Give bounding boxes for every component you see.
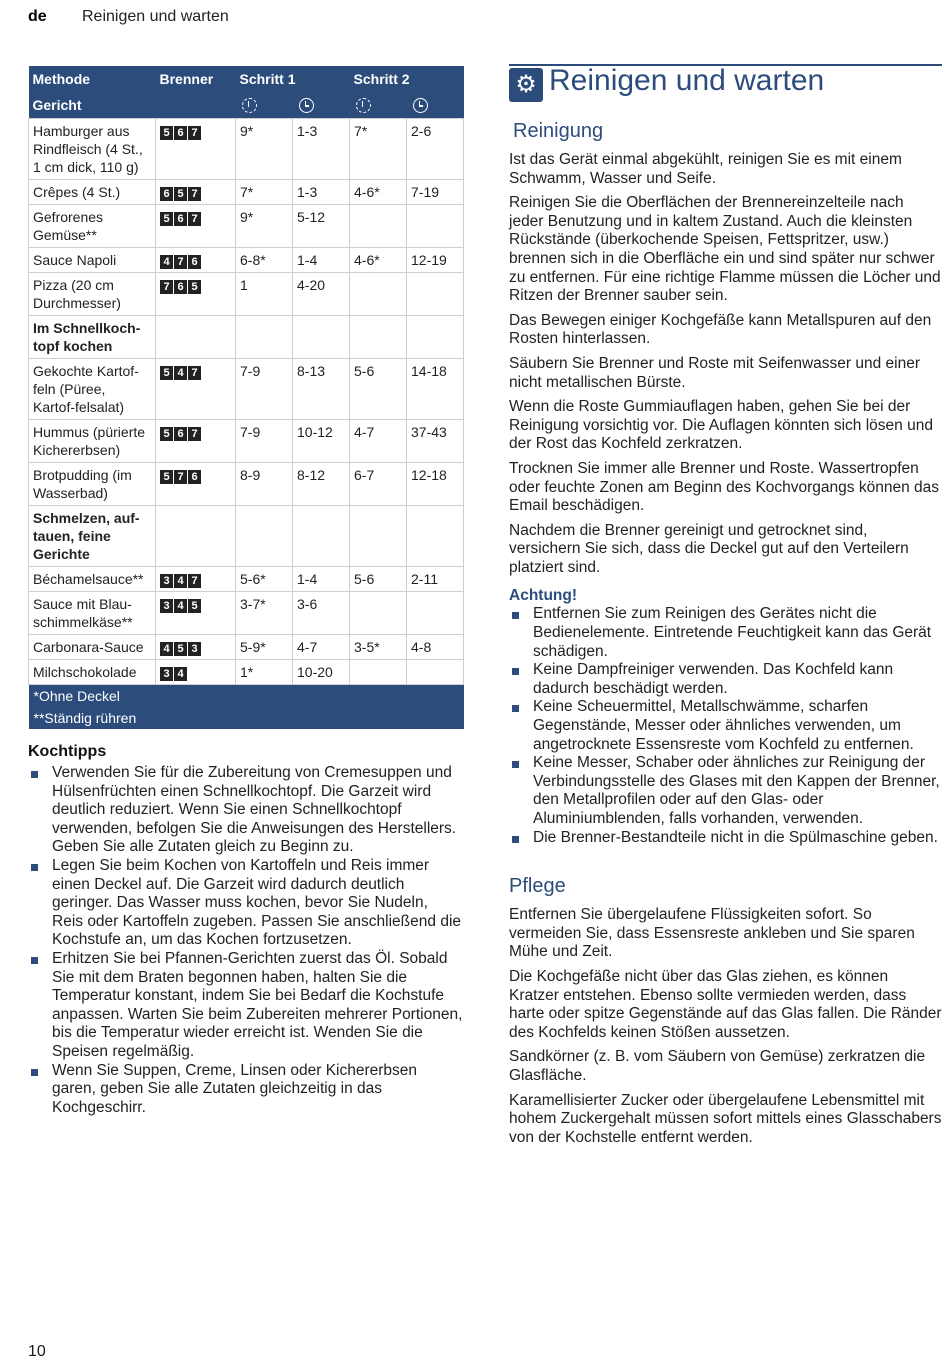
table-section-row [29,316,464,359]
burner-cell [156,273,236,316]
step1-level: 9* [236,205,293,248]
step2-level: 6-7 [350,463,407,506]
table-row [29,592,464,635]
col-brenner: Brenner [156,66,236,92]
paragraph: Reinigen Sie die Oberflächen der Brennereinzelteile nach jeder Benutzung und in kaltem Zustand. Auch die kleinsten Rückstände (überkochende Speisen, Fettspritzer, usw.) brennen sich in die Oberfläche ein und sind später nur schwer zu entfernen. Für eine richtige Flamme müssen die Löcher und Ritzen der Brenner sauber sein. [509,194,941,305]
step2-time: 2-6 [407,119,464,180]
step1-level: 7-9 [236,420,293,463]
table-row [29,205,464,248]
burner-position-icon: 7 [188,366,201,380]
table-row [29,567,464,592]
step1-time: 10-12 [293,420,350,463]
list-item: Keine Messer, Schaber oder ähnliches zur Reinigung der Verbindungsstelle des Glases mit den Kappen der Brenner, den Metallprofilen oder auf den Glas- oder Aluminiumblenden, falls vorhanden, verwenden. [509,754,942,828]
burner-position-icon: 5 [160,212,173,226]
dish-cell: Sauce mit Blau-schimmelkäse** [29,592,156,635]
table-row [29,248,464,273]
paragraph: Das Bewegen einiger Kochgefäße kann Metallspuren auf den Rosten hinterlassen. [509,311,932,348]
burner-position-icon: 4 [174,574,187,588]
table-row [29,635,464,660]
step1-level: 9* [236,119,293,180]
step2-level [350,660,407,685]
step1-time: 1-3 [293,119,350,180]
language-tag: de [28,8,47,25]
dish-cell: Sauce Napoli [29,248,156,273]
dish-cell: Gekochte Kartof-feln (Püree, Kartof-felsalat) [29,359,156,420]
burner-position-icon: 7 [188,126,201,140]
burner-cell [156,635,236,660]
step1-level: 7-9 [236,359,293,420]
tools-icon: ⚙ [509,68,543,102]
burner-position-icon: 5 [160,366,173,380]
list-item: Entfernen Sie zum Reinigen des Gerätes nicht die Bedienelemente. Eintretende Feuchtigkeit kann das Gerät schädigen. [509,605,942,661]
table-subheader-row [29,92,464,119]
table-row [29,660,464,685]
page-number: 10 [28,1343,46,1360]
dish-cell: Hummus (pürierte Kichererbsen) [29,420,156,463]
step1-level: 5-9* [236,635,293,660]
paragraph: Die Kochgefäße nicht über das Glas ziehen, es können Kratzer entstehen. Ebenso sollte vermieden werden, dass harte oder spitze Gegenstände auf das Glas fallen. Die Ränder des Kochfelds keinen Stößen aussetzen. [509,967,942,1041]
section-label: Im Schnellkoch-topf kochen [29,316,156,359]
step1-time: 10-20 [293,660,350,685]
step1-time: 8-12 [293,463,350,506]
page-header [28,8,229,26]
burner-position-icon: 4 [160,255,173,269]
burner-cell [156,119,236,180]
table-row [29,420,464,463]
step1-time: 1-4 [293,248,350,273]
step2-time [407,205,464,248]
step1-time: 4-20 [293,273,350,316]
step2-time [407,592,464,635]
paragraph: Karamellisierter Zucker oder übergelaufene Lebensmittel mit hohem Zuckergehalt müssen sofort mittels eines Glasschabers von der Kochstelle entfernt werden. [509,1091,942,1146]
burner-position-icon: 7 [174,255,187,269]
step2-time [407,660,464,685]
dish-cell: Pizza (20 cm Durchmesser) [29,273,156,316]
burner-position-icon: 6 [174,427,187,441]
table-footnote-row [29,685,464,708]
step2-level [350,592,407,635]
col-methode: Methode [29,66,156,92]
step1-level: 1 [236,273,293,316]
pflege-heading: Pflege [509,875,566,898]
level-icon [242,98,257,113]
empty-cell [293,316,350,359]
burner-position-icon: 6 [160,187,173,201]
burner-cell [156,463,236,506]
paragraph: Sandkörner (z. B. vom Säubern von Gemüse) zerkratzen die Glasfläche. [509,1048,926,1084]
burner-position-icon: 7 [188,212,201,226]
footnote: **Ständig rühren [29,707,464,729]
step2-time: 12-19 [407,248,464,273]
empty-cell [407,316,464,359]
step1-time: 4-7 [293,635,350,660]
paragraph: Trocknen Sie immer alle Brenner und Roste. Wassertropfen oder feuchte Zonen am Beginn des Kochvorgangs können das Email beschädigen. [509,459,939,515]
burner-cell [156,248,236,273]
burner-position-icon: 5 [174,642,187,656]
step2-time: 7-19 [407,180,464,205]
section-label: Schmelzen, auf-tauen, feine Gerichte [29,506,156,567]
table-header-row [29,66,464,92]
kochtipps-heading: Kochtipps [28,743,107,760]
burner-position-icon: 6 [188,470,201,484]
achtung-heading: Achtung! [509,587,578,605]
kochtipps-list [28,764,463,1117]
paragraph: Ist das Gerät einmal abgekühlt, reinigen Sie es mit einem Schwamm, Wasser und Seife. [509,151,902,187]
table-row [29,273,464,316]
step2-level: 4-6* [350,180,407,205]
right-column [509,64,942,1153]
step2-level: 4-7 [350,420,407,463]
step1-time: 5-12 [293,205,350,248]
burner-position-icon: 5 [160,427,173,441]
cooking-table [28,66,464,729]
step1-level: 8-9 [236,463,293,506]
achtung-list [509,605,942,847]
burner-cell [156,420,236,463]
burner-position-icon: 7 [188,574,201,588]
step2-time: 12-18 [407,463,464,506]
list-item: Verwenden Sie für die Zubereitung von Cremesuppen und Hülsenfrüchten einen Schnellkochtopf. Die Garzeit wird deutlich reduziert. Wenn Sie einen Schnellkochtopf verwenden, befolgen Sie die Anweisungen des Herstellers. Geben Sie alle Zutaten gleich zu Beginn zu. [28,764,463,857]
table-footnote-row [29,707,464,729]
burner-position-icon: 7 [160,280,173,294]
empty-cell [293,506,350,567]
dish-cell: Crêpes (4 St.) [29,180,156,205]
burner-cell [156,205,236,248]
table-row [29,180,464,205]
list-item: Wenn Sie Suppen, Creme, Linsen oder Kichererbsen garen, geben Sie alle Zutaten gleichzeitig in das Kochgeschirr. [28,1062,463,1118]
list-item: Keine Dampfreiniger verwenden. Das Kochfeld kann dadurch beschädigt werden. [509,661,942,698]
step1-level: 7* [236,180,293,205]
burner-position-icon: 6 [174,280,187,294]
table-row [29,359,464,420]
step1-time: 1-4 [293,567,350,592]
burner-position-icon: 4 [174,366,187,380]
burner-position-icon: 3 [160,599,173,613]
col-schritt1: Schritt 1 [236,66,350,92]
step1-level: 6-8* [236,248,293,273]
list-item: Keine Scheuermittel, Metallschwämme, scharfen Gegenstände, Messer oder ähnliches verwenden, um angetrocknete Essensreste vom Kochfeld zu entfernen. [509,698,942,754]
burner-position-icon: 7 [188,187,201,201]
dish-cell: Brotpudding (im Wasserbad) [29,463,156,506]
step2-time: 2-11 [407,567,464,592]
burner-position-icon: 4 [160,642,173,656]
list-item: Die Brenner-Bestandteile nicht in die Spülmaschine geben. [509,829,942,848]
clock-icon [413,98,428,113]
burner-position-icon: 4 [174,599,187,613]
paragraph: Säubern Sie Brenner und Roste mit Seifenwasser und einer nicht metallischen Bürste. [509,354,920,391]
dish-cell: Milchschokolade [29,660,156,685]
level-icon [356,98,371,113]
left-column [28,66,463,1117]
burner-cell [156,660,236,685]
step2-level: 5-6 [350,567,407,592]
empty-cell [407,506,464,567]
step1-level: 3-7* [236,592,293,635]
dish-cell: Béchamelsauce** [29,567,156,592]
header-title: Reinigen und warten [82,8,229,25]
table-row [29,119,464,180]
burner-position-icon: 5 [160,470,173,484]
burner-position-icon: 3 [160,574,173,588]
step2-level: 7* [350,119,407,180]
burner-position-icon: 7 [188,427,201,441]
step2-time: 37-43 [407,420,464,463]
step1-level: 5-6* [236,567,293,592]
empty-cell [350,506,407,567]
page-title: Reinigen und warten [549,64,825,97]
burner-position-icon: 5 [160,126,173,140]
footnote: *Ohne Deckel [29,685,464,708]
burner-cell [156,180,236,205]
list-item: Legen Sie beim Kochen von Kartoffeln und Reis immer einen Deckel auf. Die Garzeit wird dadurch deutlich geringer. Das Wasser muss kochen, bevor Sie Nudeln, Reis oder Kartoffeln zugeben. Passen Sie anschließend die Kochstufe an, um das Kochen fortzusetzen. [28,857,463,950]
burner-cell [156,359,236,420]
list-item: Erhitzen Sie bei Pfannen-Gerichten zuerst das Öl. Sobald Sie mit dem Braten begonnen haben, halten Sie die Temperatur konstant, indem Sie bei Bedarf die Kochstufe anpassen. Warten Sie beim Zubereiten mehrerer Portionen, bis die Temperatur wieder erreicht ist. Wenden Sie die Speisen regelmäßig. [28,950,463,1062]
empty-cell [156,316,236,359]
step2-level [350,273,407,316]
empty-cell [236,506,293,567]
empty-cell [350,316,407,359]
burner-position-icon: 5 [188,280,201,294]
burner-position-icon: 5 [174,187,187,201]
step2-time [407,273,464,316]
burner-cell [156,567,236,592]
burner-position-icon: 3 [188,642,201,656]
burner-position-icon: 6 [174,126,187,140]
col-gericht: Gericht [29,92,156,119]
burner-cell [156,592,236,635]
section-title-bar [509,64,942,104]
table-row [29,463,464,506]
paragraph: Entfernen Sie übergelaufene Flüssigkeiten sofort. So vermeiden Sie, dass Essensreste ankleben und Sie sparen Mühe und Zeit. [509,906,915,961]
step2-time: 14-18 [407,359,464,420]
step1-time: 8-13 [293,359,350,420]
empty-cell [156,506,236,567]
col-schritt2: Schritt 2 [350,66,464,92]
step2-level [350,205,407,248]
burner-position-icon: 7 [174,470,187,484]
paragraph: Wenn die Roste Gummiauflagen haben, gehen Sie bei der Reinigung vorsichtig vor. Die Auflagen könnten sich lösen und der Rost das Kochfeld zerkratzen. [509,398,933,453]
burner-position-icon: 5 [188,599,201,613]
step2-level: 5-6 [350,359,407,420]
burner-position-icon: 6 [174,212,187,226]
step2-level: 3-5* [350,635,407,660]
step1-level: 1* [236,660,293,685]
dish-cell: Gefrorenes Gemüse** [29,205,156,248]
burner-position-icon: 4 [174,667,187,681]
dish-cell: Hamburger aus Rindfleisch (4 St., 1 cm dick, 110 g) [29,119,156,180]
paragraph: Nachdem die Brenner gereinigt und getrocknet sind, versichern Sie sich, dass die Deckel gut auf den Verteilern platziert sind. [509,521,909,576]
burner-position-icon: 3 [160,667,173,681]
burner-position-icon: 6 [188,255,201,269]
table-section-row [29,506,464,567]
step1-time: 3-6 [293,592,350,635]
step1-time: 1-3 [293,180,350,205]
dish-cell: Carbonara-Sauce [29,635,156,660]
clock-icon [299,98,314,113]
table-body [29,119,464,685]
empty-cell [236,316,293,359]
step2-level: 4-6* [350,248,407,273]
step2-time: 4-8 [407,635,464,660]
reinigung-heading: Reinigung [513,120,604,142]
